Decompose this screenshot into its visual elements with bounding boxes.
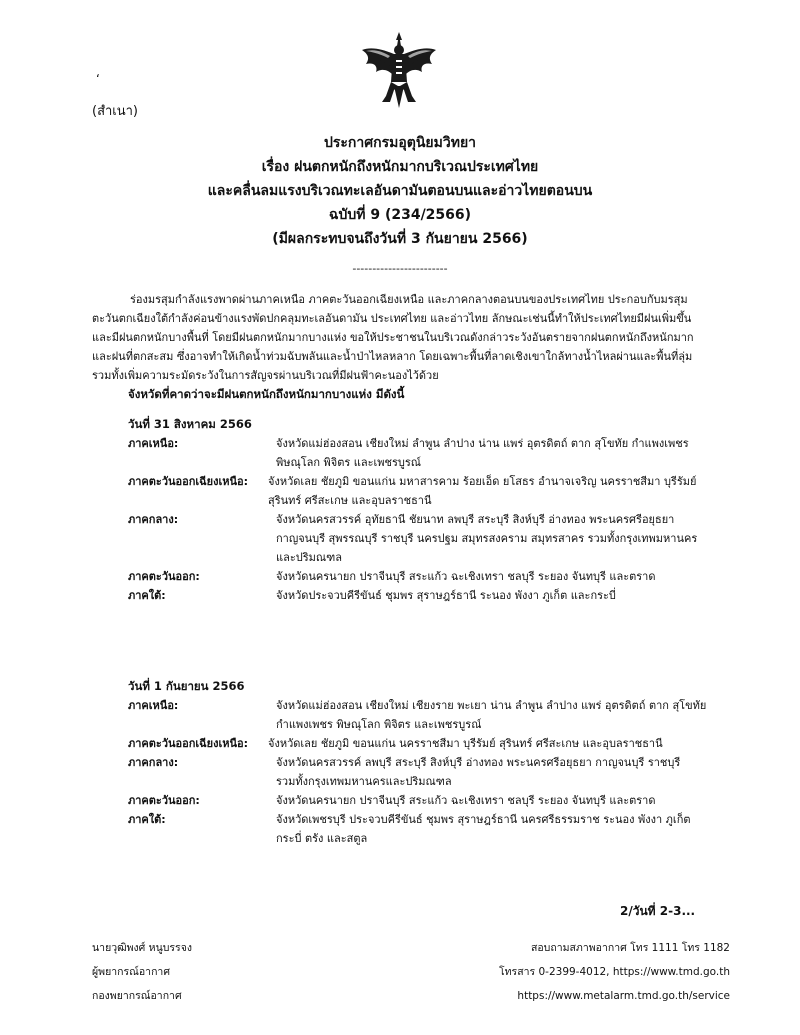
region-label: ภาคใต้: [128, 589, 166, 602]
region-provinces [276, 753, 748, 791]
region-label: ภาคกลาง: [128, 756, 179, 769]
province-line: รวมทั้งกรุงเทพมหานครและปริมณฑล [276, 775, 452, 788]
province-line: จังหวัดนครสวรรค์ อุทัยธานี ชัยนาท ลพบุรี สระบุรี สิงห์บุรี อ่างทอง พระนครศรีอยุธยา [276, 513, 675, 526]
forecast-day-block [128, 676, 748, 848]
region-label: ภาคใต้: [128, 813, 166, 826]
body-paragraph [92, 290, 732, 385]
body-line: และฝนที่ตกสะสม ซึ่งอาจทำให้เกิดน้ำท่วมฉับพลันและน้ำป่าไหลหลาก โดยเฉพาะพื้นที่ลาดเชิงเขาใกล้ทางน้ำไหลผ่านและพื้นที่ลุ่ม [92, 350, 693, 363]
region-row [128, 753, 748, 791]
garuda-emblem-icon [358, 30, 440, 112]
contact-phone: สอบถามสภาพอากาศ โทร 1111 โทร 1182 [530, 942, 730, 954]
forecaster-info [92, 936, 192, 1008]
region-provinces [268, 472, 748, 510]
contact-service-link[interactable]: https://www.metalarm.tmd.go.th/service [517, 990, 730, 1002]
next-page-indicator: 2/วันที่ 2-3... [620, 904, 696, 918]
province-line: สุรินทร์ ศรีสะเกษ และอุบลราชธานี [268, 494, 432, 507]
region-label: ภาคตะวันออกเฉียงเหนือ: [128, 737, 249, 750]
region-provinces [276, 586, 748, 605]
province-line: กระบี่ ตรัง และสตูล [276, 832, 368, 845]
copy-label: (สำเนา) [92, 104, 139, 119]
region-provinces [276, 791, 748, 810]
region-row [128, 791, 748, 810]
region-label: ภาคกลาง: [128, 513, 179, 526]
province-line: จังหวัดเลย ชัยภูมิ ขอนแก่น นครราชสีมา บุรีรัมย์ สุรินทร์ ศรีสะเกษ และอุบลราชธานี [268, 737, 663, 750]
forecast-day-date: วันที่ 1 กันยายน 2566 [128, 679, 245, 693]
title-separator: ------------------------ [352, 262, 448, 275]
province-line: จังหวัดนครนายก ปราจีนบุรี สระแก้ว ฉะเชิงเทรา ชลบุรี ระยอง จันทบุรี และตราด [276, 570, 656, 583]
title-line-subject: เรื่อง ฝนตกหนักถึงหนักมากบริเวณประเทศไทย [261, 159, 539, 175]
contact-info [499, 936, 730, 1008]
region-row [128, 510, 748, 567]
body-line: และมีฝนตกหนักบางพื้นที่ โดยมีฝนตกหนักมากบางแห่ง ขอให้ประชาชนในบริเวณดังกล่าวระวังอันตรายจากฝนตกหนักถึงหนักมาก [92, 331, 694, 344]
forecaster-name: นายวุฒิพงศ์ หนูบรรจง [92, 942, 192, 954]
region-provinces [276, 434, 748, 472]
region-provinces [276, 810, 748, 848]
title-line-issue: ฉบับที่ 9 (234/2566) [328, 207, 472, 223]
announcement-title [0, 131, 800, 251]
region-label: ภาคตะวันออก: [128, 570, 200, 583]
forecaster-title: ผู้พยากรณ์อากาศ [92, 966, 170, 978]
region-row [128, 434, 748, 472]
province-line: จังหวัดเลย ชัยภูมิ ขอนแก่น มหาสารคาม ร้อยเอ็ด ยโสธร อำนาจเจริญ นครราชสีมา บุรีรัมย์ [268, 475, 697, 488]
title-line-effective: (มีผลกระทบจนถึงวันที่ 3 กันยายน 2566) [272, 231, 528, 247]
forecaster-division: กองพยากรณ์อากาศ [92, 990, 182, 1002]
region-row [128, 810, 748, 848]
region-label: ภาคเหนือ: [128, 699, 179, 712]
region-provinces [276, 696, 748, 734]
region-row [128, 586, 748, 605]
contact-fax-website[interactable]: โทรสาร 0-2399-4012, https://www.tmd.go.th [499, 966, 730, 978]
province-line: จังหวัดแม่ฮ่องสอน เชียงใหม่ เชียงราย พะเยา น่าน ลำพูน ลำปาง แพร่ อุตรดิตถ์ ตาก สุโขทัย [276, 699, 707, 712]
region-row [128, 734, 748, 753]
title-line-agency: ประกาศกรมอุตุนิยมวิทยา [323, 135, 477, 151]
forecast-day-block [128, 414, 748, 605]
title-line-subject-cont: และคลื่นลมแรงบริเวณทะเลอันดามันตอนบนและอ่าวไทยตอนบน [207, 183, 593, 199]
province-line: พิษณุโลก พิจิตร และเพชรบูรณ์ [276, 456, 421, 469]
province-line: จังหวัดนครนายก ปราจีนบุรี สระแก้ว ฉะเชิงเทรา ชลบุรี ระยอง จันทบุรี และตราด [276, 794, 656, 807]
province-line: กาญจนบุรี สุพรรณบุรี ราชบุรี นครปฐม สมุทรสงคราม สมุทรสาคร รวมทั้งกรุงเทพมหานคร [276, 532, 698, 545]
body-line: รวมทั้งเพิ่มความระมัดระวังในการสัญจรผ่านบริเวณที่มีฝนฟ้าคะนองไว้ด้วย [92, 369, 439, 382]
province-line: จังหวัดแม่ฮ่องสอน เชียงใหม่ ลำพูน ลำปาง น่าน แพร่ อุตรดิตถ์ ตาก สุโขทัย กำแพงเพชร [276, 437, 689, 450]
region-row [128, 472, 748, 510]
margin-mark: ‘ [96, 72, 100, 86]
region-row [128, 567, 748, 586]
region-provinces [268, 734, 748, 753]
region-row [128, 696, 748, 734]
region-label: ภาคเหนือ: [128, 437, 179, 450]
region-provinces [276, 567, 748, 586]
province-line: จังหวัดเพชรบุรี ประจวบคีรีขันธ์ ชุมพร สุราษฎร์ธานี นครศรีธรรมราช ระนอง พังงา ภูเก็ต [276, 813, 691, 826]
province-line: จังหวัดนครสวรรค์ ลพบุรี สระบุรี สิงห์บุรี อ่างทอง พระนครศรีอยุธยา กาญจนบุรี ราชบุรี [276, 756, 681, 769]
province-line: กำแพงเพชร พิษณุโลก พิจิตร และเพชรบูรณ์ [276, 718, 482, 731]
body-line: ตะวันตกเฉียงใต้กำลังค่อนข้างแรงพัดปกคลุมทะเลอันดามัน ประเทศไทย และอ่าวไทย ลักษณะเช่นนี้ทำให้ประเทศไทยมีฝนเพิ่มขึ้น [92, 312, 692, 325]
forecast-day-date: วันที่ 31 สิงหาคม 2566 [128, 417, 252, 431]
province-line: และปริมณฑล [276, 551, 342, 564]
region-label: ภาคตะวันออก: [128, 794, 200, 807]
body-line: ร่องมรสุมกำลังแรงพาดผ่านภาคเหนือ ภาคตะวันออกเฉียงเหนือ และภาคกลางตอนบนของประเทศไทย ประกอบกับมรสุม [130, 293, 688, 306]
province-list-heading: จังหวัดที่คาดว่าจะมีฝนตกหนักถึงหนักมากบางแห่ง มีดังนี้ [128, 387, 405, 401]
province-line: จังหวัดประจวบคีรีขันธ์ ชุมพร สุราษฎร์ธานี ระนอง พังงา ภูเก็ต และกระบี่ [276, 589, 616, 602]
region-label: ภาคตะวันออกเฉียงเหนือ: [128, 475, 249, 488]
region-provinces [276, 510, 748, 567]
